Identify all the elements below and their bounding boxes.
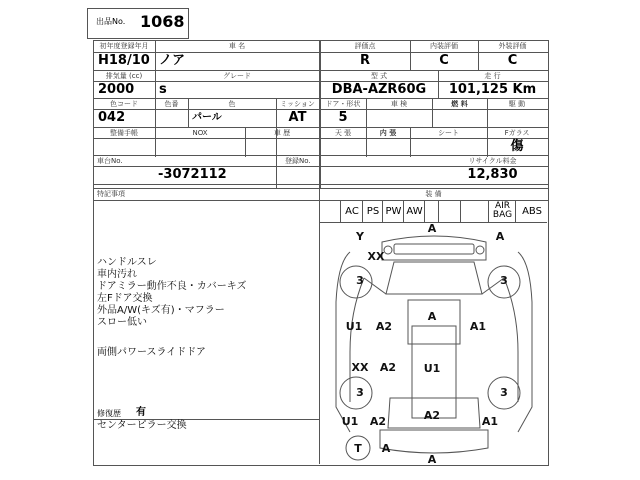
- label-maintenance: 整備手帳: [110, 129, 138, 137]
- label-registration: 登録No.: [285, 157, 311, 165]
- label-sunroof: 天 張: [334, 129, 352, 137]
- damage-mark: Y: [356, 230, 364, 243]
- value-color-code: 042: [98, 110, 126, 125]
- label-history: 車 歴: [273, 129, 291, 137]
- repair-value: 有: [136, 407, 146, 418]
- equipment-airbag: AIR BAG: [488, 200, 516, 222]
- note-line: スロー低い: [97, 317, 147, 328]
- value-recycle: 12,830: [467, 167, 518, 182]
- label-interior2: 内 張: [379, 129, 397, 137]
- label-fglass: Fガラス: [504, 129, 530, 137]
- label-color-code: 色コード: [110, 100, 138, 108]
- value-mileage: 101,125 Km: [448, 82, 537, 97]
- damage-mark: XX: [367, 250, 385, 263]
- damage-mark: U1: [345, 320, 363, 333]
- value-model: DBA-AZR60G: [331, 82, 427, 97]
- label-grade: グレード: [223, 72, 251, 80]
- note-line: ドアミラー動作不良・カバーキズ: [97, 281, 247, 292]
- damage-mark: A2: [369, 415, 387, 428]
- car-left-pillar: [364, 278, 386, 294]
- value-displacement: 2000: [98, 82, 135, 97]
- equipment-aw: AW: [403, 200, 425, 222]
- value-interior: C: [439, 53, 449, 68]
- equipment-title: 装 備: [425, 190, 442, 198]
- damage-mark: A: [381, 442, 391, 455]
- damage-mark: 3: [500, 274, 508, 287]
- label-model: 型 式: [370, 72, 388, 80]
- value-mission: AT: [288, 110, 307, 125]
- damage-mark: T: [354, 442, 362, 455]
- repair-detail: センターピラー交換: [97, 420, 187, 431]
- car-left-side: [336, 252, 350, 432]
- damage-mark: XX: [351, 361, 369, 374]
- label-interior: 内装評価: [430, 42, 458, 50]
- car-headlight-left: [384, 246, 392, 254]
- repair-label: 修復歴: [97, 409, 121, 418]
- label-mileage: 走 行: [484, 72, 501, 80]
- note-line: 外品A/W(キズ有)・マフラー: [97, 305, 225, 316]
- lot-label: 出品No.: [96, 17, 126, 26]
- label-fuel: 燃 料: [451, 100, 468, 108]
- value-grade: s: [159, 82, 167, 97]
- damage-mark: A: [495, 230, 505, 243]
- damage-mark: A: [427, 222, 437, 235]
- car-front-outline: [382, 236, 486, 260]
- damage-mark: 3: [500, 386, 508, 399]
- label-year: 初年度登録年月: [99, 42, 149, 50]
- damage-mark: 3: [356, 386, 364, 399]
- damage-mark: A1: [469, 320, 487, 333]
- label-drive: 駆 動: [508, 100, 526, 108]
- car-rear-bumper: [380, 430, 488, 453]
- value-chassis: -3072112: [158, 167, 227, 182]
- equipment-blank: [424, 200, 439, 222]
- value-color: パール: [192, 112, 222, 123]
- note-line: 車内汚れ: [97, 269, 137, 280]
- damage-diagram: [320, 222, 548, 464]
- equipment-abs: ABS: [515, 200, 548, 222]
- damage-mark: U1: [423, 362, 441, 375]
- label-mission: ミッション: [280, 100, 315, 108]
- equipment-blank: [438, 200, 461, 222]
- damage-mark: A2: [375, 320, 393, 333]
- label-seat: シート: [438, 129, 459, 137]
- value-fglass: 傷: [510, 139, 524, 154]
- value-doors: 5: [338, 110, 348, 125]
- label-exterior: 外装評価: [498, 42, 527, 50]
- car-hood: [386, 262, 482, 294]
- note-line: 両側パワースライドドア: [97, 347, 206, 358]
- label-nox: NOX: [192, 129, 208, 137]
- value-exterior: C: [507, 53, 518, 68]
- equipment-ac: AC: [340, 200, 363, 222]
- damage-mark: U1: [341, 415, 359, 428]
- damage-mark: 3: [356, 274, 364, 287]
- damage-mark: A: [427, 310, 437, 323]
- note-line: ハンドルスレ: [97, 257, 157, 268]
- label-recycle: リサイクル料金: [468, 157, 517, 165]
- label-color: 色: [228, 100, 236, 108]
- label-inspection: 車 検: [390, 100, 408, 108]
- notes-title: 特記事項: [97, 190, 125, 198]
- value-year: H18/10: [98, 53, 150, 68]
- note-line: 左Fドア交換: [97, 293, 153, 304]
- equipment-pw: PW: [382, 200, 404, 222]
- label-car-name: 車 名: [228, 42, 246, 50]
- damage-mark: A1: [481, 415, 499, 428]
- label-doors: ドア・形状: [325, 100, 361, 108]
- label-displacement: 排気量 (cc): [105, 72, 143, 80]
- label-color-no: 色番: [164, 100, 179, 108]
- damage-mark: A2: [423, 409, 441, 422]
- label-score: 評価点: [354, 42, 376, 50]
- value-score: R: [359, 53, 370, 68]
- value-car-name: ノア: [159, 53, 186, 68]
- damage-mark: A2: [379, 361, 397, 374]
- damage-mark: A: [427, 453, 437, 464]
- equipment-blank: [460, 200, 489, 222]
- car-front-grille: [394, 244, 474, 254]
- lot-number: 1068: [140, 12, 185, 31]
- label-chassis: 車台No.: [97, 157, 123, 165]
- car-headlight-right: [476, 246, 484, 254]
- equipment-ps: PS: [362, 200, 383, 222]
